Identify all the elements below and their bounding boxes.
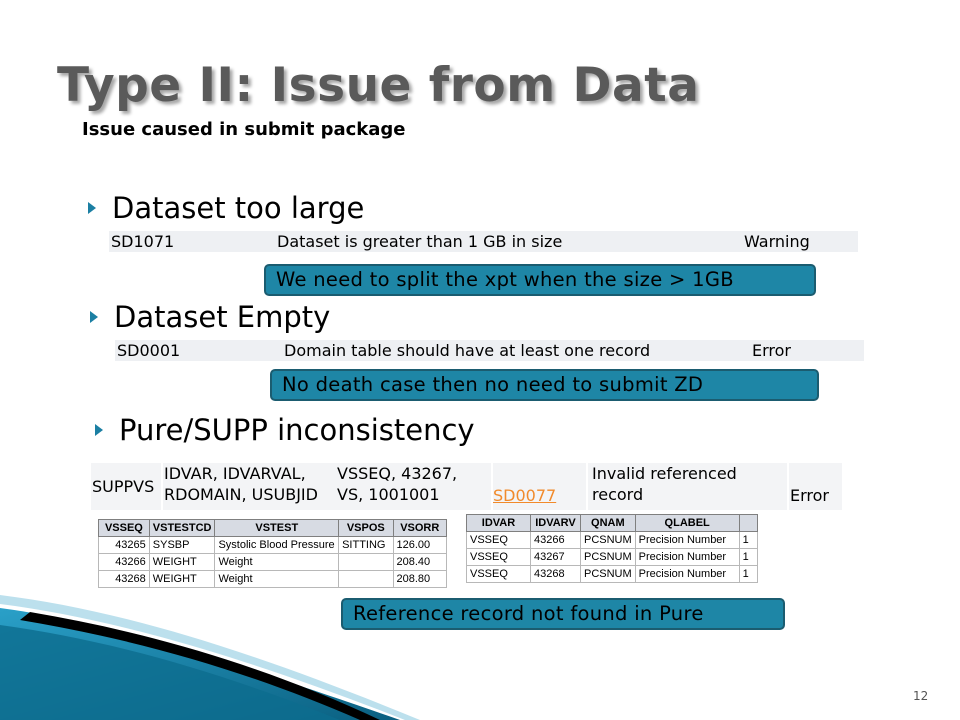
table-cell <box>339 554 393 571</box>
cell-divider <box>161 463 163 510</box>
rule-dataset: SUPPVS <box>92 477 155 496</box>
table-cell: PCSNUM <box>581 549 636 566</box>
table-header-row <box>99 520 447 537</box>
rule-message <box>592 463 737 510</box>
table-row <box>467 532 758 549</box>
rule-severity: Error <box>752 341 791 360</box>
table-cell: 43268 <box>99 571 150 588</box>
table-cell: 43265 <box>99 537 150 554</box>
table-cell: Weight <box>215 554 339 571</box>
rule-variables <box>164 463 318 510</box>
table-cell: SITTING <box>339 537 393 554</box>
table-cell: VSSEQ <box>467 549 531 566</box>
table-cell: 43266 <box>531 532 581 549</box>
rule-values <box>337 463 457 510</box>
cell-divider <box>586 463 588 510</box>
column-header: VSTESTCD <box>149 520 215 537</box>
table-cell: VSSEQ <box>467 532 531 549</box>
table-cell: 43268 <box>531 566 581 583</box>
rule-variables-line2: RDOMAIN, USUBJID <box>164 485 318 504</box>
bullet-arrow-icon <box>88 202 96 214</box>
rule-id-link[interactable]: SD0077 <box>493 486 557 505</box>
slide-subtitle: Issue caused in submit package <box>82 119 406 140</box>
table-cell: 126.00 <box>393 537 447 554</box>
rule-row-sd0077 <box>91 463 842 510</box>
bullet-pure-supp <box>95 413 475 447</box>
callout-text: No death case then no need to submit ZD <box>282 373 704 396</box>
rule-variables-line1: IDVAR, IDVARVAL, <box>164 464 306 483</box>
table-cell: 1 <box>739 532 757 549</box>
column-header: VSPOS <box>339 520 393 537</box>
column-header: VSORR <box>393 520 447 537</box>
column-header: IDVARV <box>531 515 581 532</box>
cell-divider <box>787 463 789 510</box>
table-row <box>467 566 758 583</box>
callout-reference-not-found <box>341 598 785 630</box>
table-cell: 43266 <box>99 554 150 571</box>
bullet-dataset-too-large <box>88 191 364 225</box>
table-cell: WEIGHT <box>149 554 215 571</box>
supp-table-frame <box>466 514 759 586</box>
table-cell: WEIGHT <box>149 571 215 588</box>
page-number: 12 <box>913 689 929 703</box>
vs-table <box>98 519 447 588</box>
rule-message-line1: Invalid referenced <box>592 464 737 483</box>
table-row <box>99 571 447 588</box>
column-header: VSTEST <box>215 520 339 537</box>
column-header: VSSEQ <box>99 520 150 537</box>
rule-id: SD0001 <box>117 341 181 360</box>
rule-id: SD1071 <box>111 232 175 251</box>
table-cell: Precision Number <box>635 549 739 566</box>
rule-row-sd1071 <box>109 231 858 252</box>
column-header <box>739 515 757 532</box>
rule-id-link-cell <box>493 485 556 506</box>
table-row <box>99 554 447 571</box>
table-header-row <box>467 515 758 532</box>
rule-message-line2: record <box>592 485 644 504</box>
table-cell: Precision Number <box>635 532 739 549</box>
bullet-heading: Dataset Empty <box>114 300 331 334</box>
supp-table <box>466 514 758 583</box>
table-cell: Weight <box>215 571 339 588</box>
bullet-heading: Pure/SUPP inconsistency <box>119 413 475 447</box>
callout-text: We need to split the xpt when the size > 1GB <box>276 268 734 291</box>
callout-text: Reference record not found in Pure <box>353 602 704 625</box>
column-header: QNAM <box>581 515 636 532</box>
table-cell: PCSNUM <box>581 532 636 549</box>
vs-table-frame <box>98 519 447 589</box>
table-cell: VSSEQ <box>467 566 531 583</box>
rule-message: Domain table should have at least one record <box>284 341 651 360</box>
rule-row-sd0001 <box>115 340 864 361</box>
rule-values-line1: VSSEQ, 43267, <box>337 464 458 483</box>
rule-severity: Warning <box>744 232 810 251</box>
table-cell: SYSBP <box>149 537 215 554</box>
callout-no-death-case <box>270 369 819 401</box>
table-row <box>467 549 758 566</box>
rule-values-line2: VS, 1001001 <box>337 485 440 504</box>
column-header: QLABEL <box>635 515 739 532</box>
table-cell <box>339 571 393 588</box>
rule-message: Dataset is greater than 1 GB in size <box>277 232 563 251</box>
slide-title: Type II: Issue from Data <box>57 58 700 113</box>
rule-severity: Error <box>790 486 829 505</box>
column-header: IDVAR <box>467 515 531 532</box>
table-cell: Systolic Blood Pressure <box>215 537 339 554</box>
bullet-arrow-icon <box>90 311 98 323</box>
bullet-heading: Dataset too large <box>112 191 365 225</box>
table-cell: 208.40 <box>393 554 447 571</box>
table-cell: Precision Number <box>635 566 739 583</box>
table-cell: PCSNUM <box>581 566 636 583</box>
table-cell: 208.80 <box>393 571 447 588</box>
table-cell: 1 <box>739 566 757 583</box>
table-cell: 1 <box>739 549 757 566</box>
bullet-dataset-empty <box>90 300 330 334</box>
callout-split-xpt <box>264 264 816 296</box>
table-row <box>99 537 447 554</box>
table-cell: 43267 <box>531 549 581 566</box>
bullet-arrow-icon <box>95 424 103 436</box>
